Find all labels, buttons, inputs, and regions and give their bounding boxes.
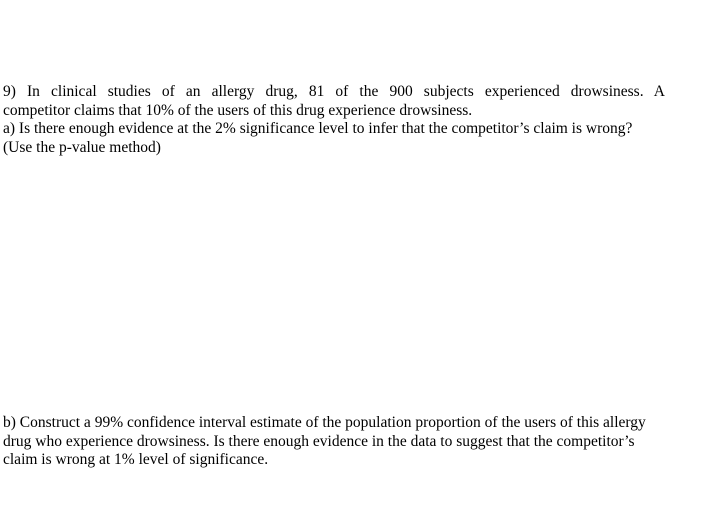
- question-intro-line-1: 9) In clinical studies of an allergy drug, 81 of the 900 subjects experienced drowsiness. A: [3, 83, 665, 100]
- part-b-line-1: b) Construct a 99% confidence interval estimate of the population proportion of the users of this allergy: [3, 414, 646, 431]
- part-b-line-3: claim is wrong at 1% level of significance.: [3, 451, 269, 468]
- part-a-method-note: (Use the p-value method): [3, 138, 161, 156]
- question-part-b-block: [3, 414, 665, 470]
- question-part-a-block: [3, 83, 665, 157]
- part-a-question: a) Is there enough evidence at the 2% significance level to infer that the competitor’s claim is wrong?: [3, 120, 633, 137]
- part-b-line-2: drug who experience drowsiness. Is there enough evidence in the data to suggest that the competitor’s: [3, 432, 635, 450]
- question-intro-line-2: competitor claims that 10% of the users of this drug experience drowsiness.: [3, 101, 473, 119]
